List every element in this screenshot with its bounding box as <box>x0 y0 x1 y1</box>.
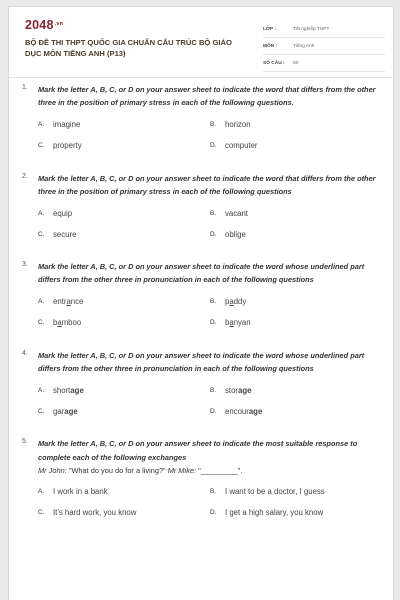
bold-part: age <box>64 406 78 416</box>
option-text: equip <box>53 208 73 218</box>
question-number: 3. <box>22 261 28 269</box>
option-letter: B. <box>210 121 217 129</box>
option-b[interactable] <box>210 119 382 131</box>
question-number: 4. <box>22 349 28 357</box>
option-text: horizon <box>225 120 251 130</box>
option-text: oblige <box>225 229 246 239</box>
answer-options <box>38 384 381 417</box>
option-d[interactable] <box>210 507 382 519</box>
option-text: property <box>53 141 82 151</box>
option-letter: B. <box>210 488 217 496</box>
option-b[interactable] <box>210 296 382 308</box>
option-d[interactable] <box>210 317 382 329</box>
option-word-start: p <box>225 297 230 307</box>
question-list <box>9 83 393 519</box>
question-text: Mark the letter A, B, C, or D on your answer sheet to indicate the word whose underlined part differs from the other three in pronunciation in each of the following questions <box>38 262 365 285</box>
bold-part: age <box>70 385 84 395</box>
underlined-part: a <box>57 318 62 328</box>
option-d[interactable] <box>210 140 382 152</box>
option-letter: D. <box>210 142 217 150</box>
bold-part: age <box>238 385 252 395</box>
exam-meta <box>263 21 385 72</box>
option-letter: D. <box>210 509 217 517</box>
meta-label: MÔN : <box>263 43 278 49</box>
meta-row-count <box>263 55 385 72</box>
option-b[interactable] <box>210 486 382 498</box>
question-text: Mark the letter A, B, C, or D on your answer sheet to indicate the word that differs from the other three in the position of primary stress in each of the following questions. <box>38 85 376 108</box>
question-3 <box>9 260 393 329</box>
option-letter: D. <box>210 319 217 327</box>
option-c[interactable] <box>38 317 210 329</box>
speaker-b-line: "_________". <box>196 465 243 475</box>
option-letter: A. <box>38 298 45 306</box>
option-letter: B. <box>210 298 217 306</box>
option-letter: C. <box>38 509 45 517</box>
option-text: I get a high salary, you know <box>225 508 324 518</box>
question-5 <box>9 437 393 519</box>
exam-header <box>9 7 393 65</box>
option-text: I want to be a doctor, I guess <box>225 487 325 497</box>
answer-options <box>38 119 381 152</box>
option-letter: A. <box>38 121 45 129</box>
option-letter: C. <box>38 319 45 327</box>
meta-row-class <box>263 21 385 38</box>
option-word-end: mboo <box>61 318 82 328</box>
option-text: It's hard work, you know <box>53 508 137 518</box>
site-logo[interactable] <box>25 18 63 32</box>
answer-options <box>38 296 381 329</box>
underlined-part: a <box>229 318 234 328</box>
option-letter: A. <box>38 209 45 217</box>
option-a[interactable] <box>38 486 210 498</box>
bold-part: age <box>248 406 263 416</box>
option-text: vacant <box>225 208 248 218</box>
meta-label: SỐ CÂU : <box>263 60 285 66</box>
option-d[interactable] <box>210 405 382 417</box>
option-c[interactable] <box>38 507 210 519</box>
underlined-part: a <box>229 297 234 307</box>
option-letter: A. <box>38 386 45 394</box>
question-text: Mark the letter A, B, C, or D on your answer sheet to indicate the word whose underlined part differs from the other three in pronunciation in each of the following questions <box>38 350 365 374</box>
option-a[interactable] <box>38 119 210 131</box>
option-letter: C. <box>38 142 45 150</box>
option-c[interactable] <box>38 140 210 152</box>
option-word-start: short <box>53 385 71 395</box>
option-word-start: b <box>225 318 230 328</box>
option-word-start: entr <box>53 297 67 307</box>
answer-options <box>38 486 381 519</box>
meta-value: 50 <box>293 60 299 66</box>
question-text: Mark the letter A, B, C, or D on your answer sheet to indicate the word that differs from the other three in the position of primary stress in each of the following questions <box>38 173 376 196</box>
exam-sheet <box>8 6 394 600</box>
meta-value: Tiếng Anh <box>293 43 315 49</box>
option-d[interactable] <box>210 228 382 240</box>
logo-text: 2048 <box>25 18 54 32</box>
option-c[interactable] <box>38 228 210 240</box>
question-4 <box>9 349 393 418</box>
question-2 <box>9 172 393 241</box>
answer-options <box>38 207 381 240</box>
option-text: I work in a bank <box>53 487 108 497</box>
question-number: 1. <box>22 84 28 91</box>
speaker-b: Mr Mike: <box>167 465 197 475</box>
option-letter: C. <box>38 230 45 238</box>
option-letter: D. <box>210 407 217 415</box>
option-c[interactable] <box>38 405 210 417</box>
option-word-start: b <box>53 318 58 328</box>
speaker-a-line: "What do you do for a living?" <box>66 465 168 475</box>
option-word-start: encour <box>225 406 249 416</box>
speaker-a: Mr John: <box>38 465 67 475</box>
header-divider <box>9 77 393 78</box>
meta-value: Tốt nghiệp THPT <box>293 26 330 32</box>
option-a[interactable] <box>38 207 210 219</box>
option-letter: B. <box>210 386 217 394</box>
option-b[interactable] <box>210 384 382 396</box>
option-word-end: nyan <box>233 318 251 328</box>
option-word-end: nce <box>70 297 84 307</box>
question-number: 5. <box>22 438 28 446</box>
question-1 <box>9 83 393 152</box>
question-dialogue <box>38 464 381 477</box>
option-a[interactable] <box>38 296 210 308</box>
meta-row-subject <box>263 38 385 55</box>
option-word-start: stor <box>225 385 238 395</box>
question-number: 2. <box>22 172 28 180</box>
option-a[interactable] <box>38 384 210 396</box>
option-b[interactable] <box>210 207 382 219</box>
logo-suffix: .vn <box>54 21 64 27</box>
option-letter: D. <box>210 230 217 238</box>
option-word-start: gar <box>53 406 65 416</box>
underlined-part: a <box>66 297 71 307</box>
option-letter: A. <box>38 488 45 496</box>
question-text: Mark the letter A, B, C, or D on your answer sheet to indicate the most suitable response to complete each of the following exchanges <box>38 439 358 462</box>
meta-label: LỚP : <box>263 26 277 32</box>
option-text: computer <box>225 141 258 151</box>
option-text: secure <box>53 229 77 239</box>
option-text: imagine <box>53 120 81 130</box>
option-letter: C. <box>38 407 45 415</box>
option-letter: B. <box>210 209 217 217</box>
exam-title: BỘ ĐỀ THI THPT QUỐC GIA CHUẨN CẤU TRÚC BỘ GIÁO DỤC MÔN TIẾNG ANH (P13) <box>25 38 232 58</box>
option-word-end: ddy <box>233 297 247 307</box>
